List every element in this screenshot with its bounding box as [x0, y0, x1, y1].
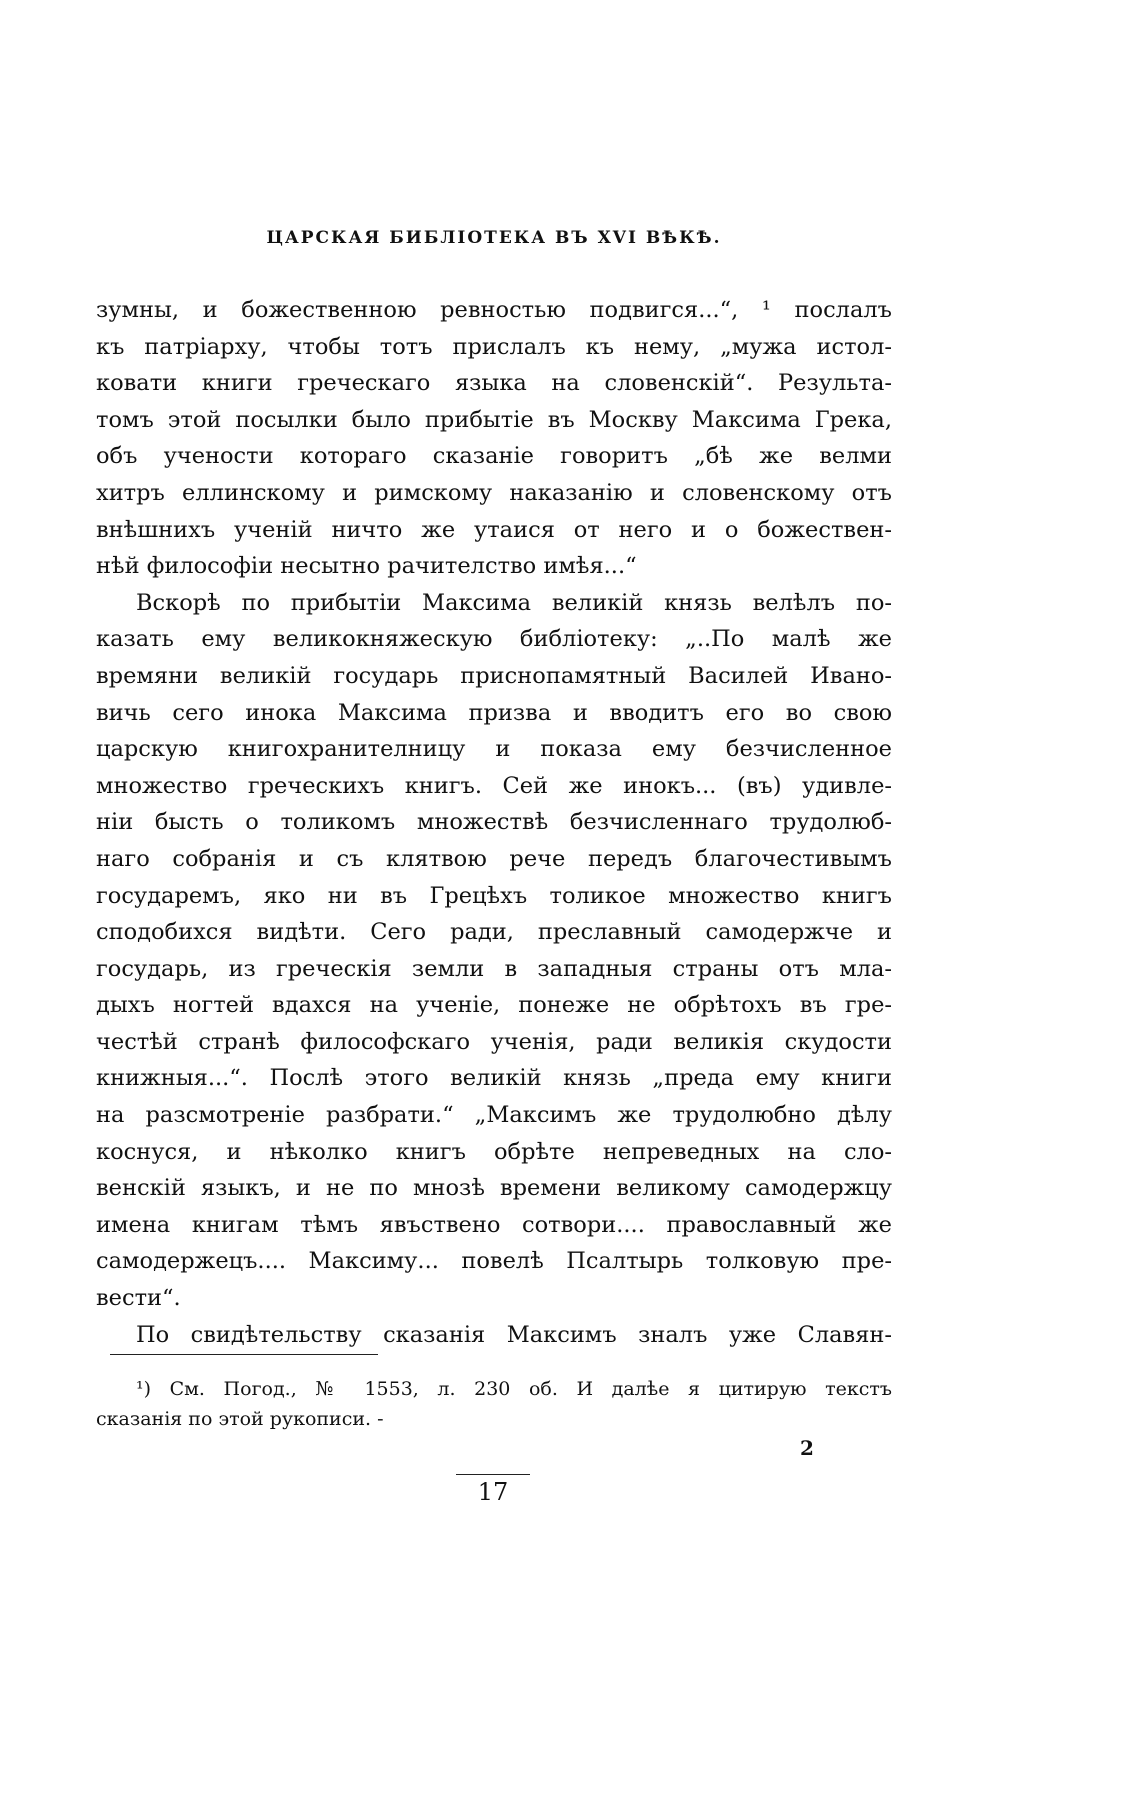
text-line: самодержецъ.... Максиму... повелѣ Псалтырь толковую пре-	[96, 1248, 892, 1275]
text-line: вичь сего инока Максима призва и вводитъ его во свою	[96, 699, 892, 726]
footnote-line: ¹) См. Погод., № 1553, л. 230 об. И далѣе я цитирую текстъ	[136, 1378, 892, 1400]
text-line: зумны, и божественною ревностью подвигся...“, ¹ послалъ	[96, 297, 892, 323]
body-text	[96, 292, 892, 1353]
text-line: государь, из греческiя земли в западныя страны отъ мла-	[96, 955, 892, 982]
text-line: нiи бысть о толикомъ множествѣ безчисленнаго трудолюб-	[96, 809, 892, 836]
text-line: государемъ, яко ни въ Грецѣхъ толикое множество книгъ	[96, 882, 892, 909]
text-line: Вскорѣ по прибытiи Максима великiй князь велѣлъ по-	[136, 589, 892, 616]
text-line: внѣшнихъ ученiй ничто же утаися от него и о божествен-	[96, 516, 892, 543]
text-line: честѣй странѣ философскаго ученiя, ради великiя скудости	[96, 1028, 892, 1055]
text-line: книжныя...“. Послѣ этого великiй князь „преда ему книги	[96, 1065, 892, 1092]
footnote-divider	[110, 1354, 378, 1355]
text-line: казать ему великокняжескую библiотеку: „..По малѣ же	[96, 626, 892, 653]
text-line: дыхъ ногтей вдахся на ученiе, понеже не обрѣтохъ въ гре-	[96, 992, 892, 1019]
text-line: томъ этой посылки было прибытiе въ Москву Максима Грека,	[96, 406, 892, 433]
text-line: По свидѣтельству сказанiя Максимъ зналъ уже Славян-	[136, 1321, 892, 1348]
text-line: имена книгам тѣмъ явъствено сотвори.... православный же	[96, 1211, 892, 1238]
text-line: объ учености котораго сказанiе говоритъ „бѣ же велми	[96, 443, 892, 470]
text-line: царскую книгохранителницу и показа ему безчисленное	[96, 736, 892, 763]
text-line: ковати книги греческаго языка на словенскiй“. Результа-	[96, 370, 892, 397]
footnote-line: сказанiя по этой рукописи. -	[96, 1408, 384, 1430]
text-line: къ патрiарху, чтобы тотъ прислалъ къ нему, „мужа истол-	[96, 333, 892, 360]
text-line: наго собранiя и съ клятвою рече передъ благочестивымъ	[96, 845, 892, 872]
page-number-rule	[456, 1474, 530, 1475]
text-line: множество греческихъ книгъ. Сей же инокъ... (въ) удивле-	[96, 772, 892, 799]
text-line: венскiй языкъ, и не по мнозѣ времени великому самодержцу	[96, 1175, 892, 1202]
text-line: вести“.	[96, 1285, 181, 1312]
text-line: сподобихся видѣти. Сего ради, преславный самодержче и	[96, 919, 892, 946]
text-line: коснуся, и нѣколко книгъ обрѣте непреведных на сло-	[96, 1138, 892, 1165]
running-title: ЦАРСКАЯ БИБЛIОТЕКА ВЪ XVI ВѢКѢ.	[266, 228, 722, 248]
text-line: хитръ еллинскому и римскому наказанiю и словенскому отъ	[96, 479, 892, 506]
page-number: 17	[477, 1478, 509, 1506]
footnote	[96, 1374, 892, 1434]
text-line: на разсмотренiе разбрати.“ „Максимъ же трудолюбно дѣлу	[96, 1102, 892, 1129]
text-line: времяни великiй государь приснопамятный Василей Ивано-	[96, 662, 892, 689]
signature-mark: 2	[800, 1436, 814, 1460]
text-line: нѣй философiи несытно рачителство имѣя...“	[96, 553, 637, 580]
